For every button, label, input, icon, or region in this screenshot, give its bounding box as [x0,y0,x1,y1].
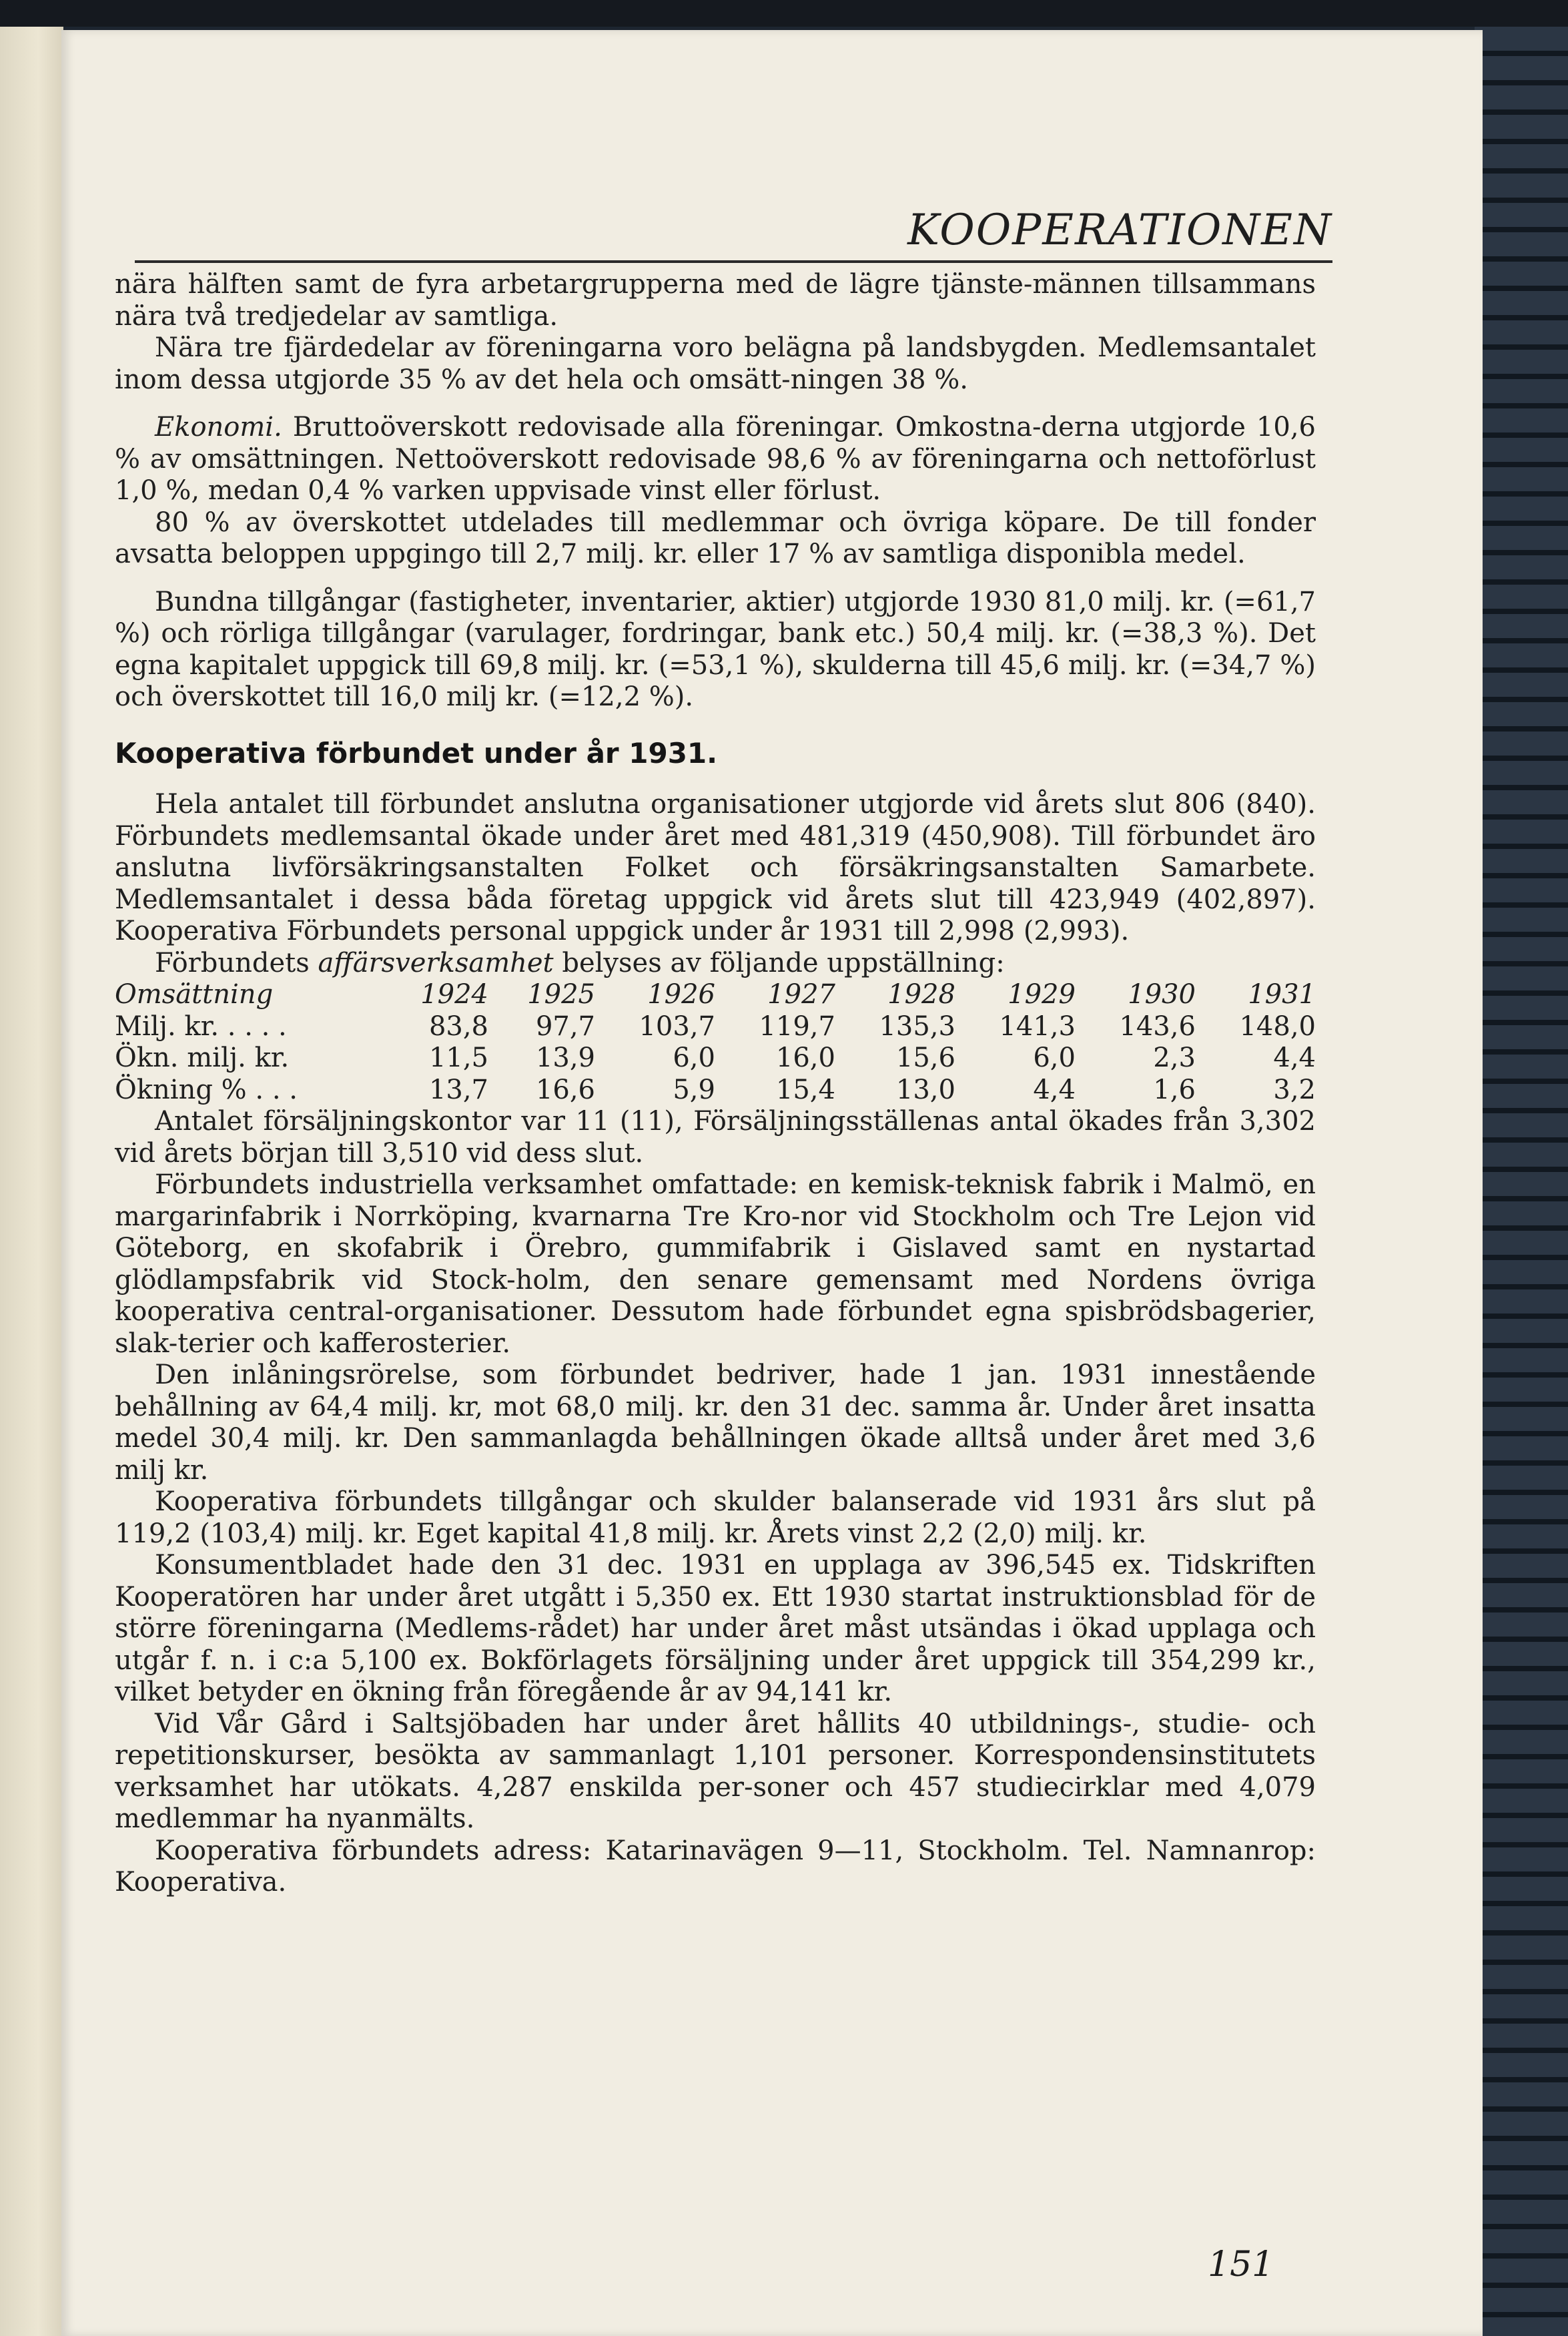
table-cell: 83,8 [428,1010,488,1042]
table-cell: 5,9 [673,1074,715,1105]
table-cell: 2,3 [1153,1043,1196,1073]
table-cell: 16,6 [535,1074,595,1105]
table-cell: 4,4 [1273,1043,1316,1073]
table-year: 1931 [1248,979,1316,1010]
section-paragraph-3: Antalet försäljningskontor var 11 (11), Försäljningsställenas antal ökades från 3,302 vid årets början till 3,510 vid dess slut. [115,1106,1316,1169]
spacer [115,713,1316,738]
table-cell: 3,2 [1273,1074,1316,1105]
table-year: 1926 [647,979,715,1010]
intro-paragraph-4: 80 % av överskottet utdelades till medlemmar och övriga köpare. De till fonder avsatta beloppen uppgingo till 2,7 milj. kr. eller 17 % av samtliga disponibla medel. [115,507,1316,569]
top-edge-shadow [0,0,1568,27]
intro-paragraph-2: Nära tre fjärdedelar av föreningarna voro belägna på landsbygden. Medlemsantalet inom dessa utgjorde 35 % av det hela och omsätt-ningen 38 %. [115,332,1316,395]
spacer [115,571,1316,587]
section-paragraph-1: Hela antalet till förbundet anslutna organisationer utgjorde vid årets slut 806 (840). Förbundets medlemsantal ökade under året med 481,319 (450,908). Till förbundet äro anslutna livförsäkringsanstalten Folket och försäkringsanstalten Samarbete. Medlemsantalet i dessa båda företag uppgick vid årets slut till 423,949 (402,897). Kooperativa Förbundets personal uppgick under år 1931 till 2,998 (2,993). [115,789,1316,946]
table-cell: 6,0 [673,1043,715,1073]
p2-part-b: belyses av följande uppställning: [553,947,1005,978]
p2-part-a: Förbundets [155,947,318,978]
table-cell: 15,6 [895,1043,955,1073]
table-year: 1928 [887,979,955,1010]
intro-paragraph-5: Bundna tillgångar (fastigheter, inventarier, aktier) utgjorde 1930 81,0 milj. kr. (=61,7 %) och rörliga tillgångar (varulager, fordringar, bank etc.) 50,4 milj. kr. (=38,3 %). Det egna kapitalet uppgick till 69,8 milj. kr. (=53,1 %), skulderna till 45,6 milj. kr. (=34,7 %) och överskottet till 16,0 milj kr. (=12,2 %). [115,586,1316,712]
p2-emphasis: affärsverksamhet [318,947,554,978]
table-row-label: Ökn. milj. kr. [115,1043,290,1073]
ekonomi-text: Bruttoöverskott redovisade alla föreningar. Omkostna-derna utgjorde 10,6 % av omsättningen. Nettoöverskott redovisade 98,6 % av föreningarna och nettoförlust 1,0 %, medan 0,4 % varken uppvisade vinst eller förlust. [115,412,1316,506]
section-paragraph-5: Den inlåningsrörelse, som förbundet bedriver, hade 1 jan. 1931 innestående behållning av 64,4 milj. kr, mot 68,0 milj. kr. den 31 dec. samma år. Under året insatta medel 30,4 milj. kr. Den sammanlagda behållningen ökade alltså under året med 3,6 milj kr. [115,1360,1316,1486]
table-head-label: Omsättning [115,979,274,1010]
book-page [61,30,1483,2336]
table-row [115,1075,1316,1107]
table-cell: 15,4 [775,1074,835,1105]
turnover-table [115,979,1316,1106]
section-paragraph-2 [115,948,1316,980]
table-cell: 141,3 [999,1010,1076,1042]
table-year: 1927 [767,979,835,1010]
running-header [135,180,1332,263]
table-year: 1924 [420,979,488,1010]
section-paragraph-8: Vid Vår Gård i Saltsjöbaden har under året hållits 40 utbildnings-, studie- och repetitionskurser, besökta av sammanlagt 1,101 personer. Korrespondensinstitutets verksamhet har utökats. 4,287 enskilda per-soner och 457 studiecirklar med 4,079 medlemmar ha nyanmälts. [115,1708,1316,1834]
table-cell: 143,6 [1119,1010,1196,1042]
running-header-title: KOOPERATIONEN [907,206,1332,255]
text-column [115,269,1316,1899]
table-cell: 6,0 [1033,1043,1076,1073]
table-row [115,1043,1316,1075]
table-header-row [115,979,1316,1011]
table-year: 1925 [527,979,595,1010]
table-cell: 119,7 [759,1010,835,1042]
table-cell: 13,7 [428,1074,488,1105]
intro-paragraph-3 [115,412,1316,507]
table-year: 1930 [1128,979,1196,1010]
background-stack [1475,27,1568,2336]
section-heading: Kooperativa förbundet under år 1931. [115,736,718,770]
table-cell: 13,9 [535,1043,595,1073]
spacer [115,396,1316,412]
table-cell: 11,5 [428,1043,488,1073]
ekonomi-label: Ekonomi. [155,412,282,443]
table-year: 1929 [1008,979,1076,1010]
table-cell: 97,7 [535,1010,595,1042]
table-cell: 1,6 [1153,1074,1196,1105]
table-cell: 13,0 [895,1074,955,1105]
table-cell: 103,7 [639,1010,715,1042]
page-number: 151 [1208,2245,1274,2285]
table-cell: 4,4 [1033,1074,1076,1105]
table-cell: 148,0 [1239,1010,1316,1042]
table-cell: 16,0 [775,1043,835,1073]
book-binding [0,27,63,2336]
section-paragraph-6: Kooperativa förbundets tillgångar och skulder balanserade vid 1931 års slut på 119,2 (103,4) milj. kr. Eget kapital 41,8 milj. kr. Årets vinst 2,2 (2,0) milj. kr. [115,1486,1316,1549]
intro-paragraph-1: nära hälften samt de fyra arbetargrupperna med de lägre tjänste-männen tillsammans nära två tredjedelar av samtliga. [115,269,1316,332]
table-row [115,1011,1316,1043]
table-cell: 135,3 [879,1010,955,1042]
section-paragraph-9: Kooperativa förbundets adress: Katarinavägen 9—11, Stockholm. Tel. Namnanrop: Kooperativa. [115,1835,1316,1897]
section-paragraph-4: Förbundets industriella verksamhet omfattade: en kemisk-teknisk fabrik i Malmö, en margarinfabrik i Norrköping, kvarnarna Tre Kro-nor vid Stockholm och Tre Lejon vid Göteborg, en skofabrik i Örebro, gummifabrik i Gislaved samt en nystartad glödlampsfabrik vid Stock-holm, den senare gemensamt med Nordens övriga kooperativa central-organisationer. Dessutom hade förbundet egna spisbrödsbagerier, slak-terier och kafferosterier. [115,1169,1316,1359]
table-row-label: Ökning % . . . [115,1074,298,1105]
table-row-label: Milj. kr. . . . . [115,1010,287,1042]
section-paragraph-7: Konsumentbladet hade den 31 dec. 1931 en upplaga av 396,545 ex. Tidskriften Kooperatören har under året utgått i 5,350 ex. Ett 1930 startat instruktionsblad för de större föreningarna (Medlems-rådet) har under året måst utsändas i ökad upplaga och utgår f. n. i c:a 5,100 ex. Bokförlagets försäljning under året uppgick till 354,299 kr., vilket betyder en ökning från föregående år av 94,141 kr. [115,1550,1316,1707]
